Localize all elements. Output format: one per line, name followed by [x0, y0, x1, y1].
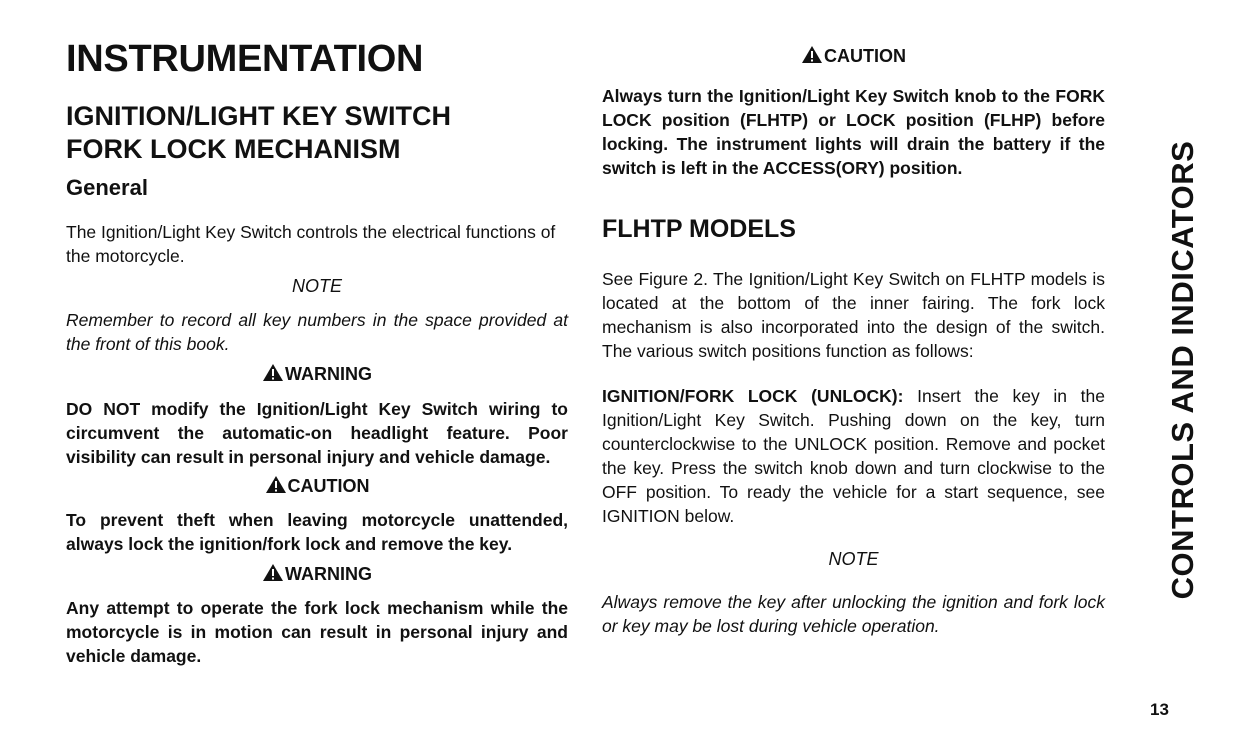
- section-title-line1: IGNITION/LIGHT KEY SWITCH: [66, 101, 452, 131]
- note-paragraph-right: Always remove the key after unlocking the ignition and fork lock or key may be lost during vehicle operation.: [602, 592, 1105, 636]
- warning-paragraph-2: Any attempt to operate the fork lock mechanism while the motorcycle is in motion can result in personal injury and vehicle damage.: [66, 598, 568, 666]
- note-paragraph: Remember to record all key numbers in the space provided at the front of this book.: [66, 310, 568, 354]
- caution-triangle-icon: [265, 475, 287, 494]
- caution-heading-right: [602, 45, 1105, 67]
- models-paragraph: See Figure 2. The Ignition/Light Key Switch on FLHTP models is located at the bottom of the inner fairing. The fork lock mechanism is also incorporated into the design of the switch. The various switch positions function as follows:: [602, 269, 1105, 361]
- caution-paragraph-right: Always turn the Ignition/Light Key Switch knob to the FORK LOCK position (FLHTP) or LOCK position (FLHP) before locking. The instrument lights will drain the battery if the switch is left in the ACCESS(ORY) position.: [602, 86, 1105, 178]
- models-heading: FLHTP MODELS: [602, 215, 796, 243]
- warning-heading-2: [66, 563, 568, 585]
- warning-triangle-icon: [262, 563, 284, 582]
- page-number: 13: [1150, 700, 1169, 719]
- caution-paragraph: To prevent theft when leaving motorcycle unattended, always lock the ignition/fork lock and remove the key.: [66, 510, 568, 554]
- note-label-right: NOTE: [828, 549, 879, 569]
- warning-label: WARNING: [285, 364, 372, 384]
- note-label: NOTE: [291, 276, 342, 296]
- caution-triangle-icon: [801, 45, 823, 64]
- unlock-paragraph: [602, 384, 1105, 528]
- general-paragraph: The Ignition/Light Key Switch controls the electrical functions of the motorcycle.: [66, 222, 556, 266]
- subsection-title: General: [66, 175, 148, 200]
- warning-label-2: WARNING: [285, 564, 372, 584]
- caution-label-right: CAUTION: [824, 46, 906, 66]
- warning-triangle-icon: [262, 363, 284, 382]
- unlock-text: Insert the key in the Ignition/Light Key Switch. Pushing down on the key, turn counterclockwise to the UNLOCK position. Remove and pocket the key. Press the switch knob down and turn clockwise to the OFF position. To ready the vehicle for a start sequence, see IGNITION below.: [602, 386, 1106, 526]
- unlock-label: IGNITION/FORK LOCK (UNLOCK):: [602, 386, 904, 406]
- warning-heading: [66, 363, 568, 385]
- warning-paragraph: DO NOT modify the Ignition/Light Key Switch wiring to circumvent the automatic-on headlight feature. Poor visibility can result in personal injury and vehicle damage.: [66, 399, 568, 467]
- section-title-line2: FORK LOCK MECHANISM: [66, 134, 401, 164]
- caution-label: CAUTION: [287, 476, 370, 496]
- side-tab-label: CONTROLS AND INDICATORS: [1165, 140, 1200, 600]
- page-title: INSTRUMENTATION: [66, 38, 424, 80]
- caution-heading: [66, 475, 568, 497]
- section-title: [66, 100, 451, 166]
